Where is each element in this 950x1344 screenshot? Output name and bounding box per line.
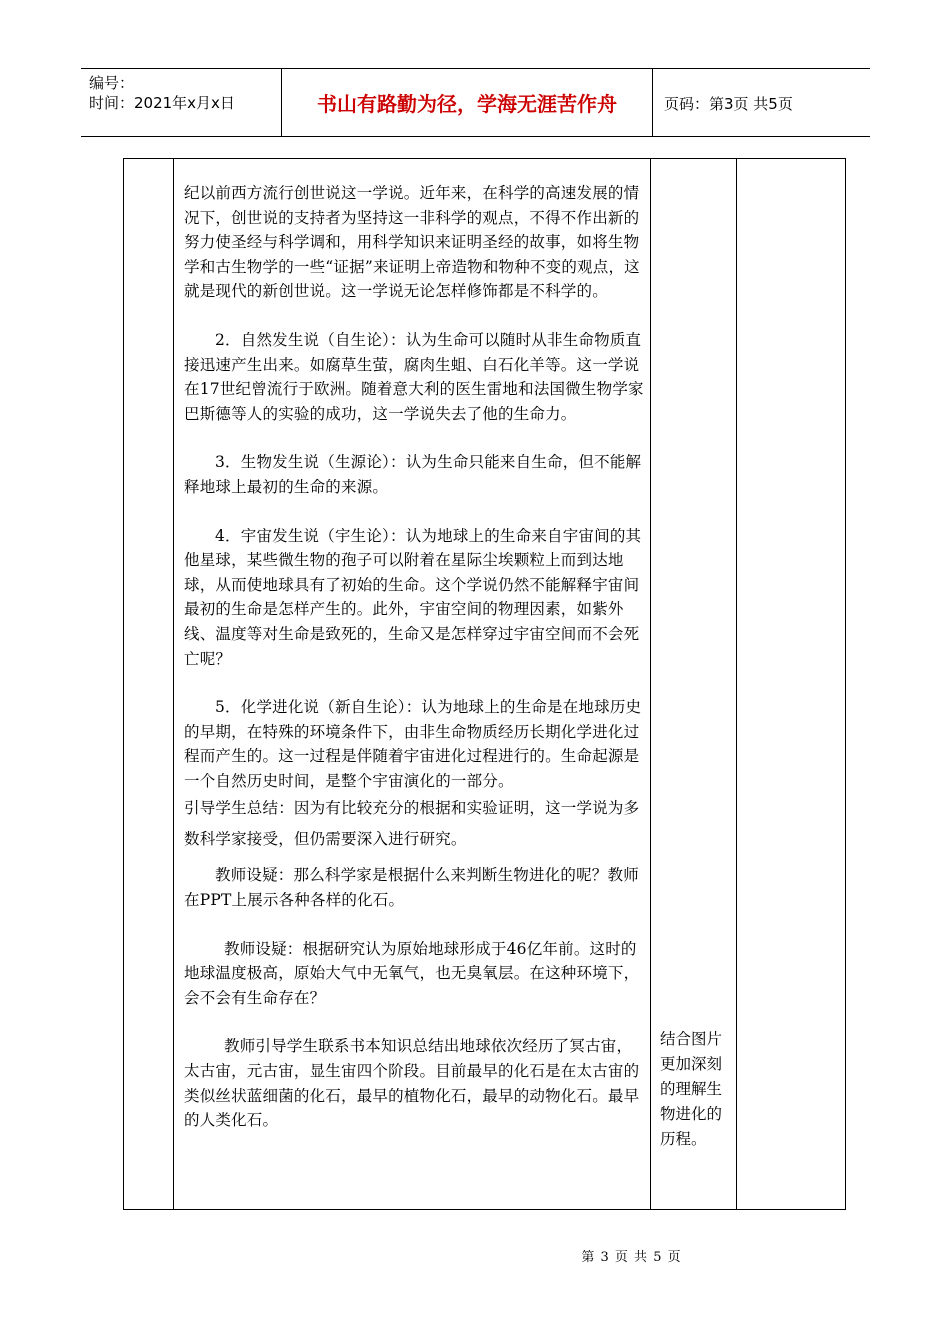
teaching-content: [184, 181, 646, 1133]
design-intent-note: 结合图片更加深刻的理解生物进化的历程。: [660, 1030, 723, 1148]
header-meta: [89, 73, 235, 113]
paragraph-teacher-guide: 教师引导学生联系书本知识总结出地球依次经历了冥古宙，太古宙，元古宙，显生宙四个阶段。目前最早的化石是在太古宙的类似丝状蓝细菌的化石，最早的植物化石，最早的动物化石。最早的人类化石。: [184, 1037, 640, 1130]
time-label: 时间：2021年x月x日: [89, 94, 235, 112]
paragraph-spontaneous-generation: 2．自然发生说（自生论）：认为生命可以随时从非生命物质直接迅速产生出来。如腐草生萤，腐肉生蛆、白石化羊等。这一学说在17世纪曾流行于欧洲。随着意大利的医生雷地和法国微生物学家巴斯德等人的实验的成功，这一学说失去了他的生命力。: [184, 330, 644, 423]
page-header: [81, 68, 870, 137]
paragraph-panspermia: 4．宇宙发生说（宇生论）：认为地球上的生命来自宇宙间的其他星球，某些微生物的孢子可以附着在星际尘埃颗粒上而到达地球，从而使地球具有了初始的生命。这个学说仍然不能解释宇宙间最初的生命是怎样产生的。此外，宇宙空间的物理因素，如紫外线、温度等对生命是致死的，生命又是怎样穿过宇宙空间而不会死亡呢？: [184, 526, 642, 668]
number-label: 编号：: [89, 74, 135, 92]
column-divider: [650, 159, 651, 1209]
lesson-table: [123, 158, 846, 1210]
paragraph-creationism: 纪以前西方流行创世说这一学说。近年来，在科学的高速发展的情况下，创世说的支持者为坚持这一非科学的观点，不得不作出新的努力使圣经与科学调和，用科学知识来证明圣经的故事，如将生物学和古生物学的一些“证据”来证明上帝造物和物种不变的观点，这就是现代的新创世说。这一学说无论怎样修饰都是不科学的。: [184, 184, 640, 301]
paragraph-chemical-evolution: 5．化学进化说（新自生论）：认为地球上的生命是在地球历史的早期，在特殊的环境条件下，由非生命物质经历长期化学进化过程而产生的。这一过程是伴随着宇宙进化过程进行的。生命起源是一个自然历史时间，是整个宇宙演化的一部分。: [184, 698, 642, 790]
column-divider: [736, 159, 737, 1209]
paragraph-biogenesis: 3．生物发生说（生源论）：认为生命只能来自生命，但不能解释地球上最初的生命的来源。: [184, 453, 642, 496]
header-motto: 书山有路勤为径，学海无涯苦作舟: [317, 92, 617, 116]
column-divider: [173, 159, 174, 1209]
header-divider: [652, 69, 653, 136]
paragraph-summary: 引导学生总结：因为有比较充分的根据和实验证明，这一学说为多数科学家接受，但仍需要深入进行研究。: [184, 799, 640, 849]
paragraph-teacher-question-2: 教师设疑：根据研究认为原始地球形成于46亿年前。这时的地球温度极高，原始大气中无氧气，也无臭氧层。在这种环境下，会不会有生命存在？: [184, 939, 640, 1007]
paragraph-teacher-question-1: 教师设疑：那么科学家是根据什么来判断生物进化的呢？教师在PPT上展示各种各样的化石。: [184, 866, 639, 910]
header-page-number: 页码：第3页 共5页: [664, 95, 793, 113]
page-footer: 第 3 页 共 5 页: [581, 1250, 682, 1265]
